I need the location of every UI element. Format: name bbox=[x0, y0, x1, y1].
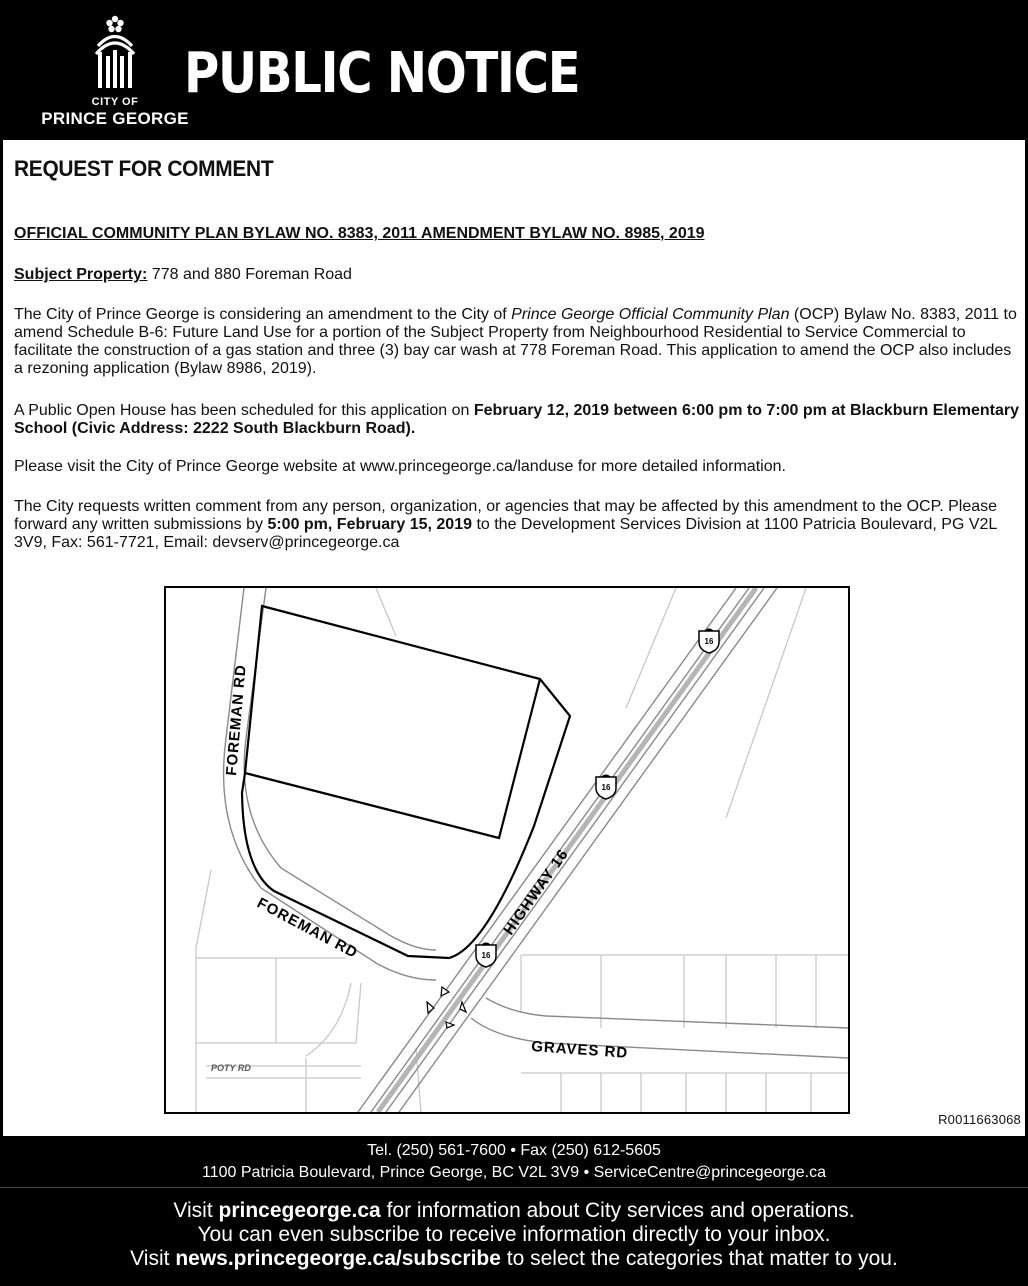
city-crest-icon bbox=[40, 14, 190, 96]
v1-text-b: for information about City services and operations. bbox=[380, 1199, 855, 1222]
visit-line-1 bbox=[0, 1199, 1028, 1223]
visit-line-2: You can even subscribe to receive information directly to your inbox. bbox=[197, 1223, 831, 1246]
svg-text:16: 16 bbox=[704, 637, 714, 646]
v1-text-a: Visit bbox=[173, 1199, 219, 1222]
v3-text-a: Visit bbox=[130, 1247, 176, 1270]
foreman-rd-diagonal-label: FOREMAN RD bbox=[254, 894, 361, 962]
paragraph-amendment bbox=[14, 306, 1024, 378]
logo-city-of: CITY OF bbox=[91, 96, 139, 108]
contact-address: 1100 Patricia Boulevard, Prince George, BC V2L 3V9 • ServiceCentre@princegeorge.ca bbox=[202, 1164, 826, 1181]
p1-plan-name: Prince George Official Community Plan bbox=[511, 306, 790, 323]
p4-text-a: The City requests written comment from any person, organization, or agencies that may be affected by this amendment to the OCP. Please forward any written submissions by bbox=[14, 498, 998, 533]
p1-text-b: (OCP) Bylaw No. 8383, 2011 to amend Schedule B-6: Future Land Use for a portion of the Subject Property from Neighbourhood Residential to Service Commercial to facilitate the construction of a gas station and three (3) bay car wash at 778 Foreman Road. This application to amend the OCP also includes a rezoning application (Bylaw 8986, 2019). bbox=[14, 306, 1017, 377]
v3-text-b: to select the categories that matter to you. bbox=[500, 1247, 898, 1270]
p4-deadline: 5:00 pm, February 15, 2019 bbox=[267, 516, 472, 533]
reference-number: R0011663068 bbox=[938, 1112, 1021, 1127]
notice-body bbox=[3, 140, 1025, 1136]
graves-rd-label: GRAVES RD bbox=[530, 1038, 629, 1062]
subject-property bbox=[14, 266, 352, 284]
page-title: PUBLIC NOTICE bbox=[184, 41, 580, 106]
contact-phone-fax: Tel. (250) 561-7600 • Fax (250) 612-5605 bbox=[367, 1142, 661, 1159]
highway-label: HIGHWAY 16 bbox=[500, 845, 573, 939]
paragraph-website bbox=[14, 458, 1024, 476]
paragraph-submissions bbox=[14, 498, 1024, 552]
p2-text-a: A Public Open House has been scheduled for this application on bbox=[14, 402, 474, 419]
p4-text-b: to the Development Services Division at 1100 Patricia Boulevard, PG V2L 3V9, Fax: 561-7721, Email: devserv@princegeorge.ca bbox=[14, 516, 997, 551]
svg-text:16: 16 bbox=[601, 783, 611, 792]
logo-city-name: PRINCE GEORGE bbox=[41, 109, 189, 128]
subscribe-link[interactable]: news.princegeorge.ca/subscribe bbox=[175, 1247, 501, 1270]
highway-median bbox=[378, 588, 756, 1112]
visit-line-3 bbox=[0, 1247, 1028, 1271]
parcel-lines bbox=[196, 588, 848, 1112]
header-banner bbox=[0, 0, 1028, 140]
svg-text:16: 16 bbox=[481, 951, 491, 960]
subject-label: Subject Property: bbox=[14, 266, 148, 283]
poty-rd-label: POTY RD bbox=[211, 1063, 251, 1073]
location-map bbox=[164, 586, 850, 1114]
p3-text: Please visit the City of Prince George website at www.princegeorge.ca/landuse for more detailed information. bbox=[14, 458, 786, 475]
footer bbox=[0, 1136, 1028, 1286]
p2-open-house-details: February 12, 2019 between 6:00 pm to 7:00 pm at Blackburn Elementary School (Civic Address: 2222 South Blackburn Road). bbox=[14, 402, 1019, 437]
foreman-rd-vertical-label: FOREMAN RD bbox=[223, 663, 250, 777]
road-edges bbox=[224, 588, 848, 1112]
p1-text-a: The City of Prince George is considering an amendment to the City of bbox=[14, 306, 512, 323]
subject-value: 778 and 880 Foreman Road bbox=[147, 266, 352, 283]
city-logo bbox=[40, 14, 190, 132]
map-graphic bbox=[166, 588, 848, 1112]
request-heading: REQUEST FOR COMMENT bbox=[14, 156, 274, 181]
website-link[interactable]: princegeorge.ca bbox=[218, 1199, 381, 1222]
paragraph-open-house bbox=[14, 402, 1024, 438]
footer-divider bbox=[0, 1187, 1028, 1188]
bylaw-title: OFFICIAL COMMUNITY PLAN BYLAW NO. 8383, 2011 AMENDMENT BYLAW NO. 8985, 2019 bbox=[14, 225, 705, 242]
